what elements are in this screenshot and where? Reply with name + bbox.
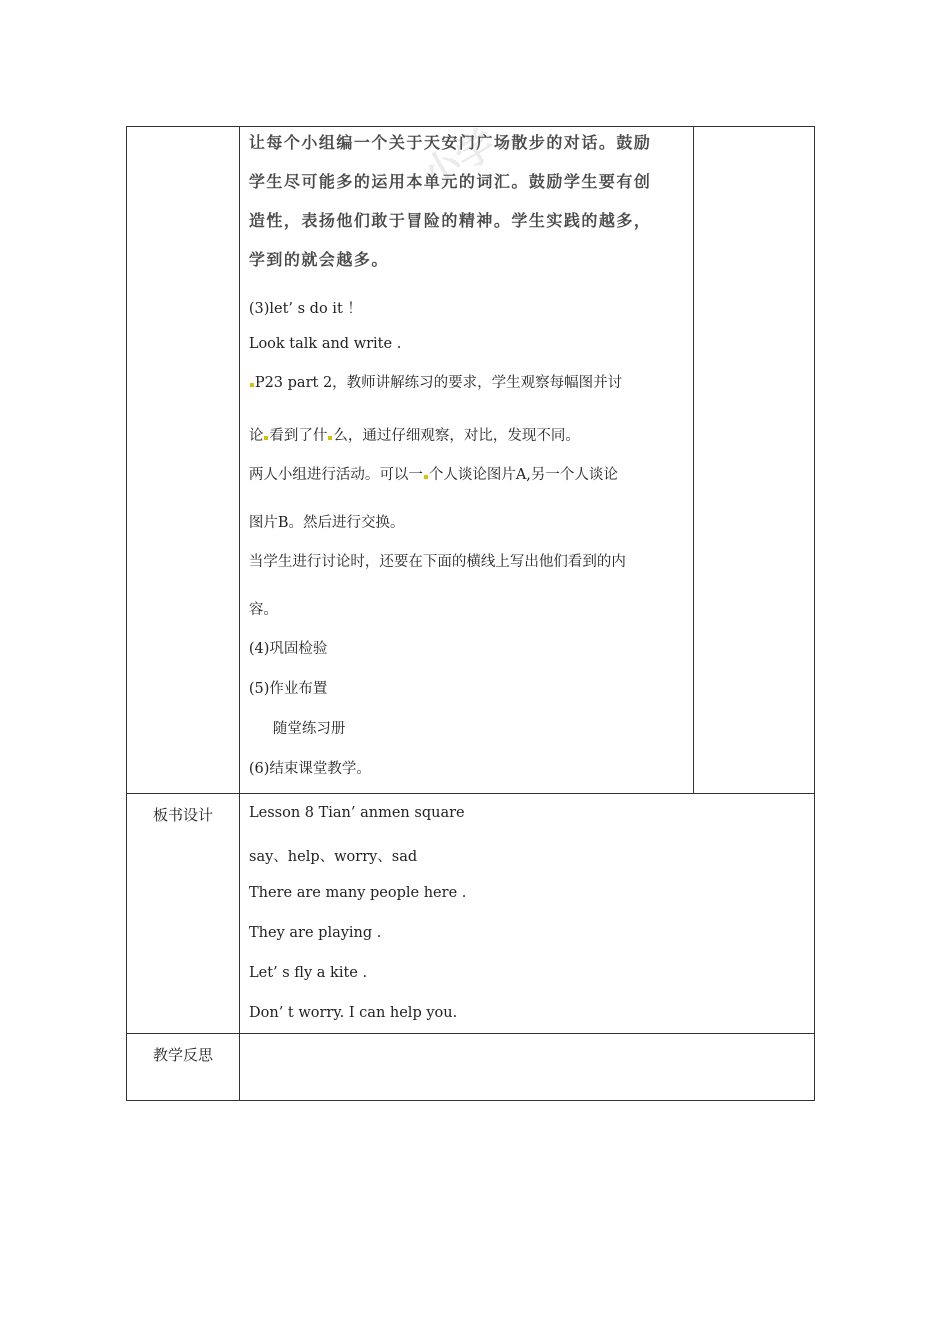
board-line: say、help、worry、sad [249,849,418,865]
board-line: Let’ s fly a kite . [249,965,368,981]
highlight-marker [424,475,428,479]
encourage-line: 学到的就会越多。 [248,250,389,269]
highlight-marker [328,436,332,440]
board-design-label: 板书设计 [127,794,240,1033]
watermark-logo: 小学 [414,121,503,198]
procedure-label-cell [127,127,240,793]
procedure-note-cell [693,127,814,793]
discuss-line: 论 看到了什 么，通过仔细观察，对比，发现不同。 [248,428,580,444]
step4-consolidate: (4)巩固检验 [248,641,328,657]
step5-homework: (5)作业布置 [248,681,328,697]
procedure-row [127,127,814,794]
write-instruction-line: 当学生进行讨论时，还要在下面的横线上写出他们看到的内 [248,554,626,570]
homework-item: 随堂练习册 [272,721,346,737]
reflection-content [240,1034,814,1100]
highlight-marker [250,383,254,387]
encourage-paragraph [249,123,652,279]
board-line: Lesson 8 Tian’ anmen square [249,805,465,821]
p23-text: P23 part 2，教师讲解练习的要求，学生观察每幅图并讨 [254,375,623,391]
lesson-plan-table [126,126,815,1101]
reflection-label: 教学反思 [127,1034,240,1100]
highlight-marker [264,436,268,440]
pair-activity-line-2: 图片B。然后进行交换。 [248,515,405,531]
board-line: They are playing . [249,925,382,941]
write-instruction-line-2: 容。 [248,602,278,618]
board-line: Don’ t worry. I can help you. [249,1005,458,1021]
encourage-line: 造性，表扬他们敢于冒险的精神。学生实践的越多， [248,211,652,230]
step3-title: (3)let’ s do it ！ [248,301,362,317]
encourage-line: 学生尽可能多的运用本单元的词汇。鼓励学生要有创 [248,172,652,191]
reflection-row [127,1034,814,1100]
board-design-content [240,794,814,1033]
board-design-row [127,794,814,1034]
p23-instruction [249,371,622,392]
step6-end: (6)结束课堂教学。 [248,761,371,777]
pair-activity-line: 两人小组进行活动。可以一 个人谈论图片A,另一个人谈论 [248,467,618,483]
procedure-content-cell [240,127,693,793]
board-line: There are many people here . [249,885,467,901]
look-talk-write: Look talk and write . [248,336,402,352]
encourage-line: 让每个小组编一个关于天安门广场散步的对话。鼓励 [248,133,652,152]
